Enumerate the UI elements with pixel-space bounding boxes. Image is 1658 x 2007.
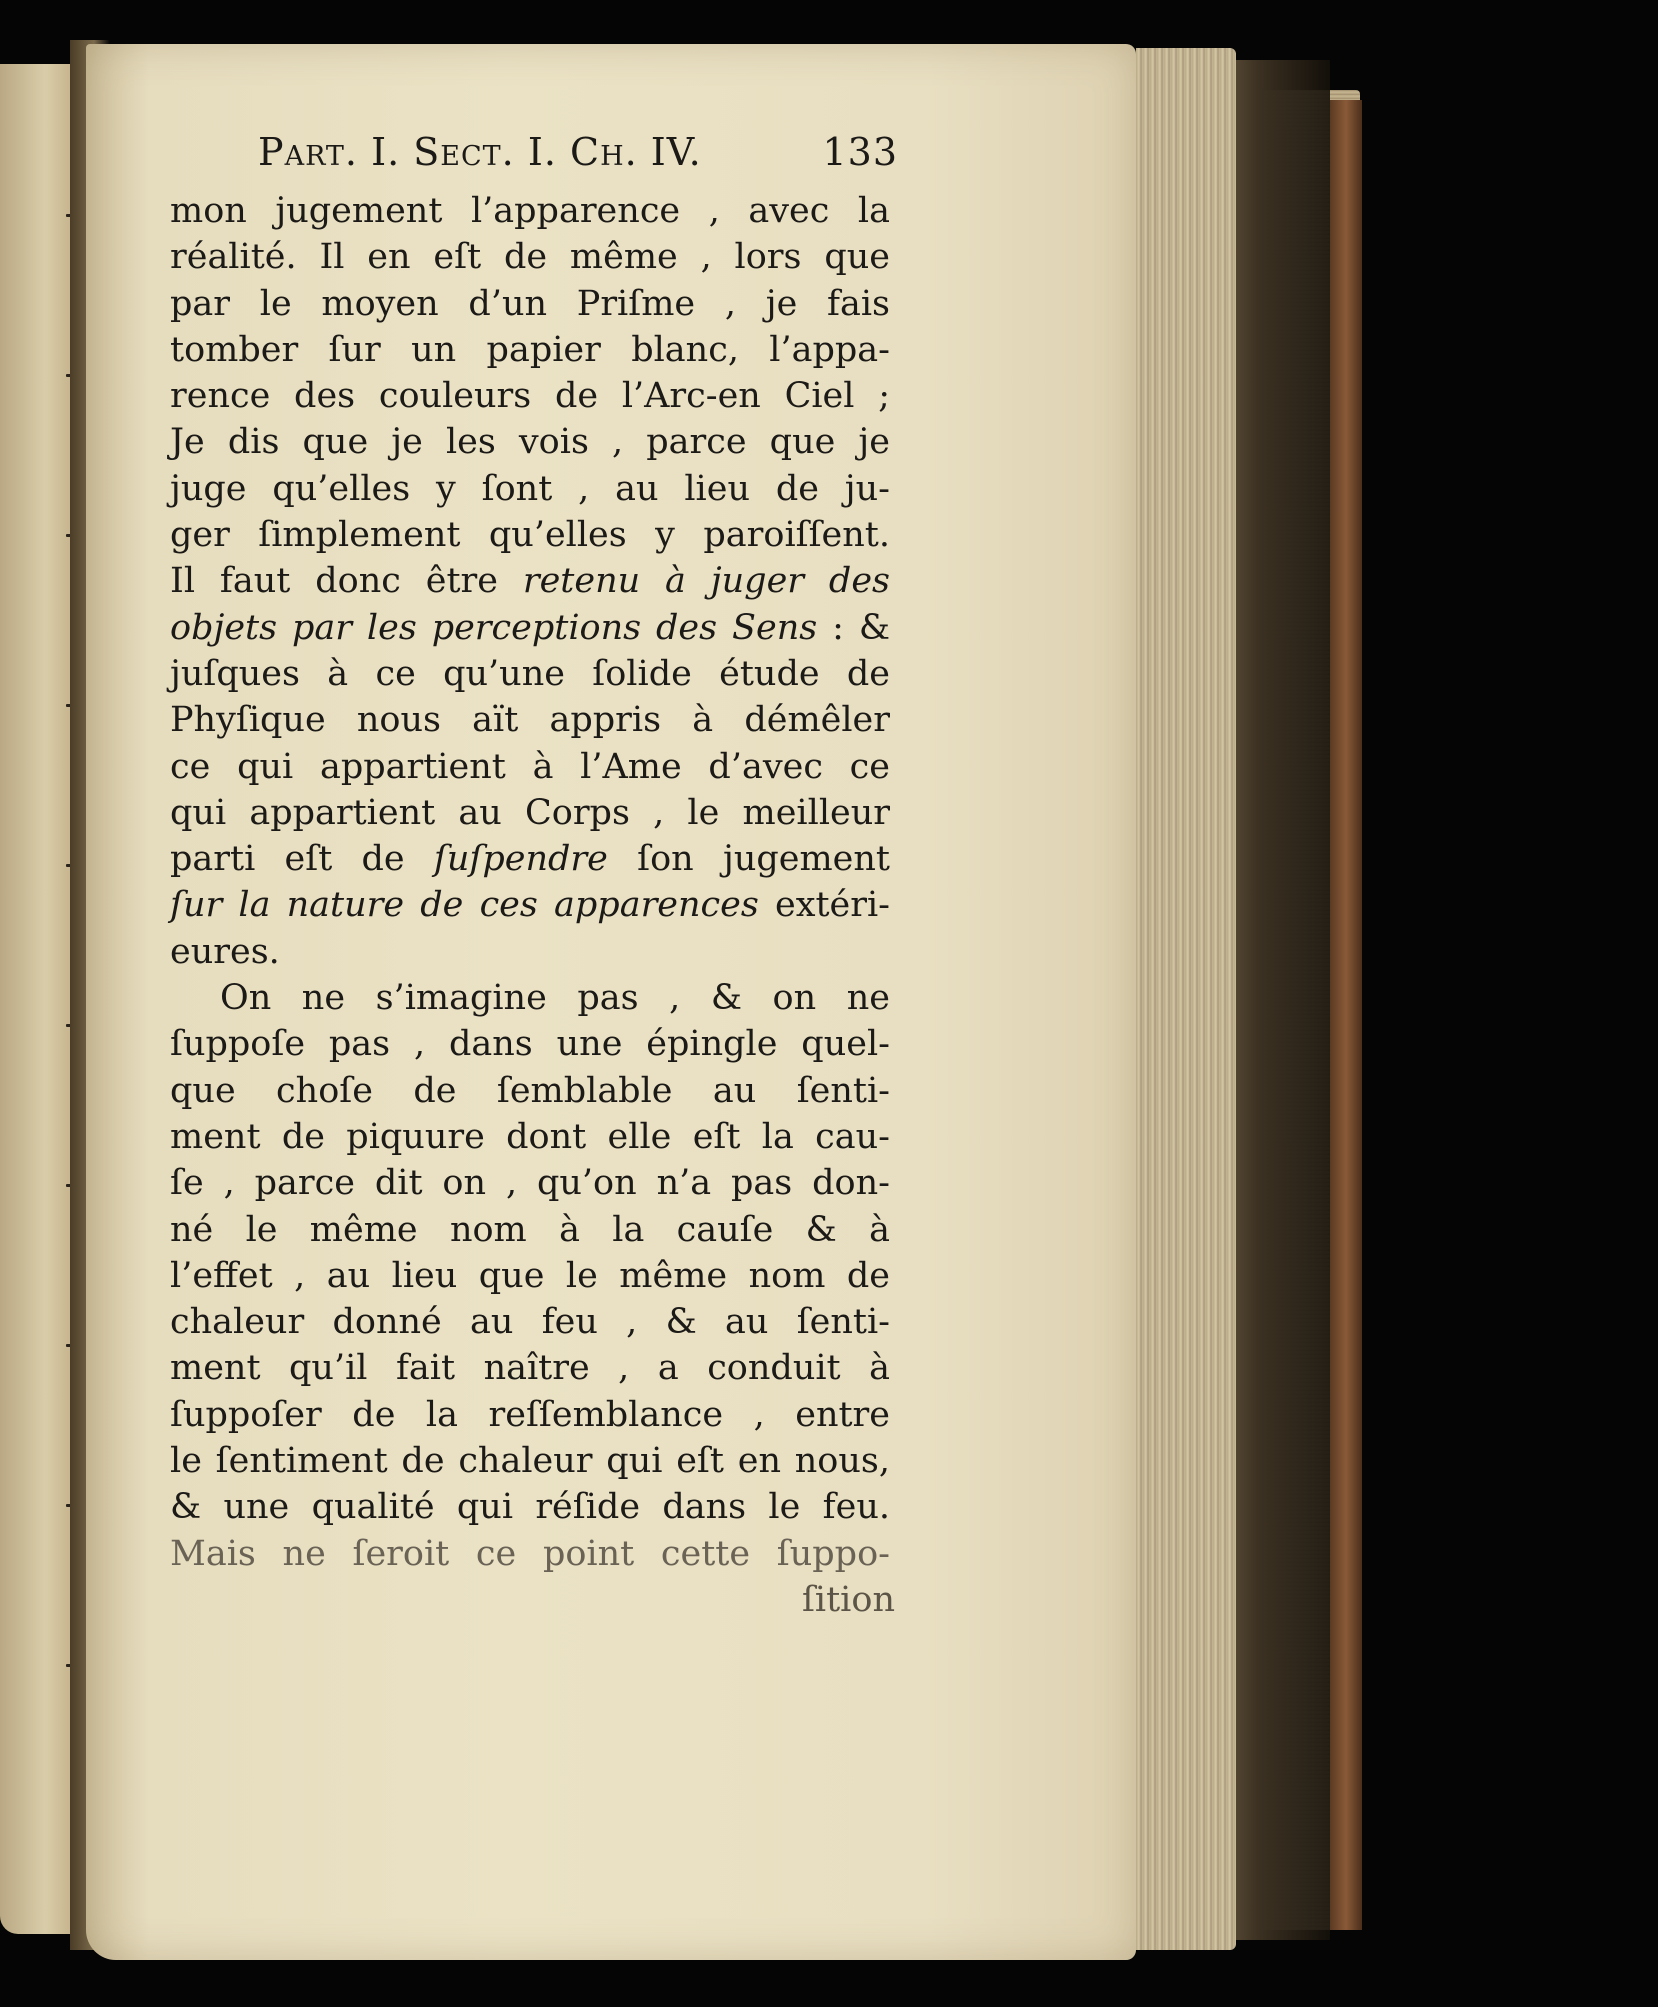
text-line bbox=[170, 281, 890, 327]
body-text bbox=[170, 188, 890, 1577]
text-line bbox=[170, 605, 890, 651]
text-line bbox=[170, 1438, 890, 1484]
text-segment: & une qualité qui réſide dans le feu. bbox=[170, 1487, 890, 1528]
italic-text: objets par les perceptions des Sens bbox=[170, 607, 818, 648]
italic-text: ſuſpendre bbox=[433, 839, 608, 880]
text-segment: né le même nom à la cauſe & à bbox=[170, 1209, 890, 1250]
page-edges bbox=[1136, 48, 1236, 1950]
text-line bbox=[170, 188, 890, 234]
text-segment: : & bbox=[817, 607, 890, 648]
text-line bbox=[170, 1392, 890, 1438]
text-line bbox=[170, 882, 890, 928]
text-segment: Mais ne ſeroit ce point cette ſuppo- bbox=[170, 1533, 890, 1574]
text-line bbox=[170, 234, 890, 280]
page-header bbox=[170, 130, 898, 188]
text-segment: l’effet , au lieu que le même nom de bbox=[170, 1255, 890, 1296]
text-line bbox=[170, 744, 890, 790]
text-segment: ſon jugement bbox=[607, 839, 890, 880]
text-segment: ment de piquure dont elle eſt la cau- bbox=[170, 1116, 890, 1157]
text-segment: que choſe de ſemblable au ſenti- bbox=[170, 1070, 890, 1111]
text-segment: juſques à ce qu’une ſolide étude de bbox=[170, 653, 890, 694]
catchword: ſition bbox=[801, 1579, 895, 1620]
text-line bbox=[170, 419, 890, 465]
text-line bbox=[170, 1345, 890, 1391]
text-segment: juge qu’elles y ſont , au lieu de ju- bbox=[170, 468, 890, 509]
text-segment: ce qui appartient à l’Ame d’avec ce bbox=[170, 746, 890, 787]
text-line bbox=[170, 1068, 890, 1114]
text-segment: Il faut donc être bbox=[170, 561, 523, 602]
text-segment: ment qu’il fait naître , a conduit à bbox=[170, 1348, 890, 1389]
text-segment: extéri- bbox=[758, 885, 891, 926]
text-line bbox=[170, 1531, 890, 1577]
page-number: 133 bbox=[822, 130, 898, 174]
text-segment: ſuppoſer de la reſſemblance , entre bbox=[170, 1394, 890, 1435]
text-segment: rence des couleurs de l’Arc-en Ciel ; bbox=[170, 376, 890, 417]
text-segment: qui appartient au Corps , le meilleur bbox=[170, 792, 890, 833]
text-line bbox=[170, 1207, 890, 1253]
text-line bbox=[170, 975, 890, 1021]
text-line bbox=[170, 327, 890, 373]
text-segment: ger ſimplement qu’elles y paroiſſent. bbox=[170, 515, 890, 556]
text-segment: parti eſt de bbox=[170, 839, 434, 880]
text-line bbox=[170, 1484, 890, 1530]
text-segment: réalité. Il en eſt de même , lors que bbox=[170, 237, 890, 278]
text-line bbox=[170, 512, 890, 558]
text-line bbox=[170, 1114, 890, 1160]
book-cover-edge bbox=[1330, 100, 1362, 1930]
text-segment: ſe , parce dit on , qu’on n’a pas don- bbox=[170, 1163, 890, 1204]
text-line bbox=[170, 466, 890, 512]
text-segment: Phyſique nous aït appris à démêler bbox=[170, 700, 890, 741]
text-line bbox=[170, 1253, 890, 1299]
text-segment: mon jugement l’apparence , avec la bbox=[170, 191, 890, 231]
text-segment: par le moyen d’un Priſme , je fais bbox=[170, 283, 890, 324]
text-line bbox=[170, 790, 890, 836]
text-line bbox=[170, 836, 890, 882]
page-text-block bbox=[170, 130, 898, 1623]
text-line bbox=[170, 697, 890, 743]
text-line bbox=[170, 651, 890, 697]
text-segment: eures. bbox=[170, 931, 280, 972]
italic-text: retenu à juger des bbox=[522, 561, 890, 602]
text-line bbox=[170, 373, 890, 419]
text-line bbox=[170, 1299, 890, 1345]
text-segment: On ne s’imagine pas , & on ne bbox=[220, 978, 890, 1019]
text-segment: le ſentiment de chaleur qui eſt en nous, bbox=[170, 1441, 890, 1482]
text-segment: Je dis que je les vois , parce que je bbox=[170, 422, 890, 463]
text-line bbox=[170, 1021, 890, 1067]
running-head: Part. I. Sect. I. Ch. IV. bbox=[258, 130, 702, 174]
text-segment: tomber ſur un papier blanc, l’appa- bbox=[170, 329, 890, 370]
text-line bbox=[170, 929, 890, 975]
text-segment: chaleur donné au feu , & au ſenti- bbox=[170, 1302, 890, 1343]
text-segment: ſuppoſe pas , dans une épingle quel- bbox=[170, 1024, 890, 1065]
italic-text: ſur la nature de ces apparences bbox=[170, 885, 759, 926]
text-line bbox=[170, 558, 890, 604]
text-line bbox=[170, 1160, 890, 1206]
